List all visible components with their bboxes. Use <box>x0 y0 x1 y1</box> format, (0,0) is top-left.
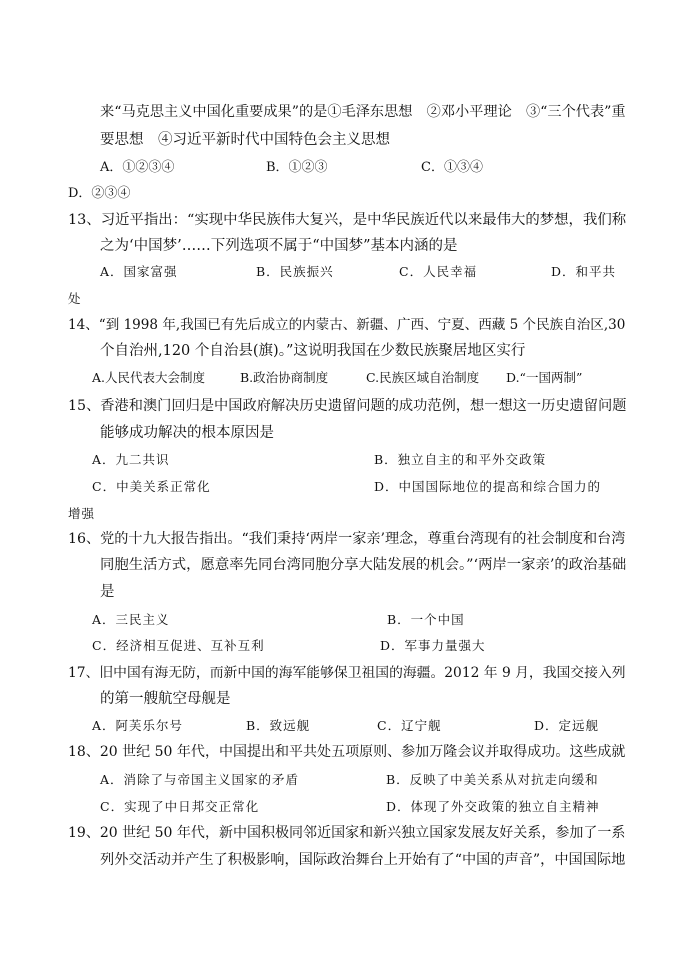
q13-option-a: A．国家富强 <box>100 264 178 279</box>
q12-stem-line1: 来“马克思主义中国化重要成果”的是①毛泽东思想 ②邓小平理论 ③“三个代表”重 <box>100 104 626 120</box>
q14-stem-line2: 个自治州,120 个自治县(旗)。”这说明我国在少数民族聚居地区实行 <box>100 343 526 359</box>
q15-option-b: B．独立自主的和平外交政策 <box>374 452 547 467</box>
q17-option-c: C．辽宁舰 <box>377 718 442 733</box>
q19-stem-line1: 19、20 世纪 50 年代，新中国积极同邻近国家和新兴独立国家发展友好关系，参加了一系 <box>68 825 626 841</box>
q13-option-b: B．民族振兴 <box>256 264 334 279</box>
q18-option-b: B．反映了中美关系从对抗走向缓和 <box>386 772 599 787</box>
q16-stem-line2: 同胞生活方式，愿意率先同台湾同胞分享大陆发展的机会。”‘两岸一家亲’的政治基础 <box>100 557 627 573</box>
q15-option-d-wrap: 增强 <box>68 506 96 521</box>
q16-stem-line1: 16、党的十九大报告指出。“我们秉持‘两岸一家亲’理念，尊重台湾现有的社会制度和台湾 <box>68 531 626 547</box>
q13-option-d: D．和平共 <box>551 264 617 279</box>
q17-option-a: A．阿芙乐尔号 <box>92 718 184 733</box>
q18-option-a: A．消除了与帝国主义国家的矛盾 <box>100 772 300 787</box>
q15-stem-line1: 15、香港和澳门回归是中国政府解决历史遗留问题的成功范例，想一想这一历史遗留问题 <box>68 398 627 414</box>
q14-stem-line1: 14、“到 1998 年,我国已有先后成立的内蒙古、新疆、广西、宁夏、西藏 5 个民族自治区,30 <box>68 317 626 333</box>
q15-option-a: A．九二共识 <box>92 452 170 467</box>
q15-option-d: D．中国国际地位的提高和综合国力的 <box>374 479 602 494</box>
q18-option-c: C．实现了中日邦交正常化 <box>100 799 260 814</box>
q13-option-d-wrap: 处 <box>68 291 82 306</box>
q12-option-c: C．①③④ <box>421 160 483 175</box>
q18-option-d: D．体现了外交政策的独立自主精神 <box>386 799 600 814</box>
q12-option-a: A．①②③④ <box>100 160 175 175</box>
q18-stem-line1: 18、20 世纪 50 年代，中国提出和平共处五项原则、参加万隆会议并取得成功。这些成就 <box>68 744 626 760</box>
q15-option-c: C．中美关系正常化 <box>92 479 211 494</box>
q15-stem-line2: 能够成功解决的根本原因是 <box>100 425 274 441</box>
q14-option-d: D.“一国两制” <box>506 370 583 385</box>
q12-stem-line2: 要思想 ④习近平新时代中国特色会主义思想 <box>100 132 390 148</box>
q16-option-c: C．经济相互促进、互补互利 <box>92 638 265 653</box>
q14-option-b: B.政治协商制度 <box>240 370 329 385</box>
q12-option-d: D．②③④ <box>68 186 131 201</box>
q13-stem-line2: 之为‘中国梦’……下列选项不属于“中国梦”基本内涵的是 <box>100 238 458 254</box>
q17-stem-line1: 17、旧中国有海无防，而新中国的海军能够保卫祖国的海疆。2012 年 9 月，我国交接入列 <box>68 665 626 681</box>
q19-stem-line2: 列外交活动并产生了积极影响，国际政治舞台上开始有了“中国的声音”，中国国际地 <box>100 852 626 868</box>
q13-stem-line1: 13、习近平指出：“实现中华民族伟大复兴，是中华民族近代以来最伟大的梦想，我们称 <box>68 212 627 228</box>
q12-option-b: B．①②③ <box>266 160 328 175</box>
q17-option-b: B．致远舰 <box>246 718 311 733</box>
q17-option-d: D．定远舰 <box>534 718 600 733</box>
q16-stem-line3: 是 <box>100 584 115 600</box>
q16-option-b: B．一个中国 <box>387 612 465 627</box>
q14-option-c: C.民族区域自治制度 <box>366 370 480 385</box>
q14-option-a: A.人民代表大会制度 <box>92 370 206 385</box>
q16-option-a: A．三民主义 <box>92 612 170 627</box>
q13-option-c: C．人民幸福 <box>399 264 478 279</box>
q16-option-d: D．军事力量强大 <box>380 638 486 653</box>
q17-stem-line2: 的第一艘航空母舰是 <box>100 691 231 707</box>
